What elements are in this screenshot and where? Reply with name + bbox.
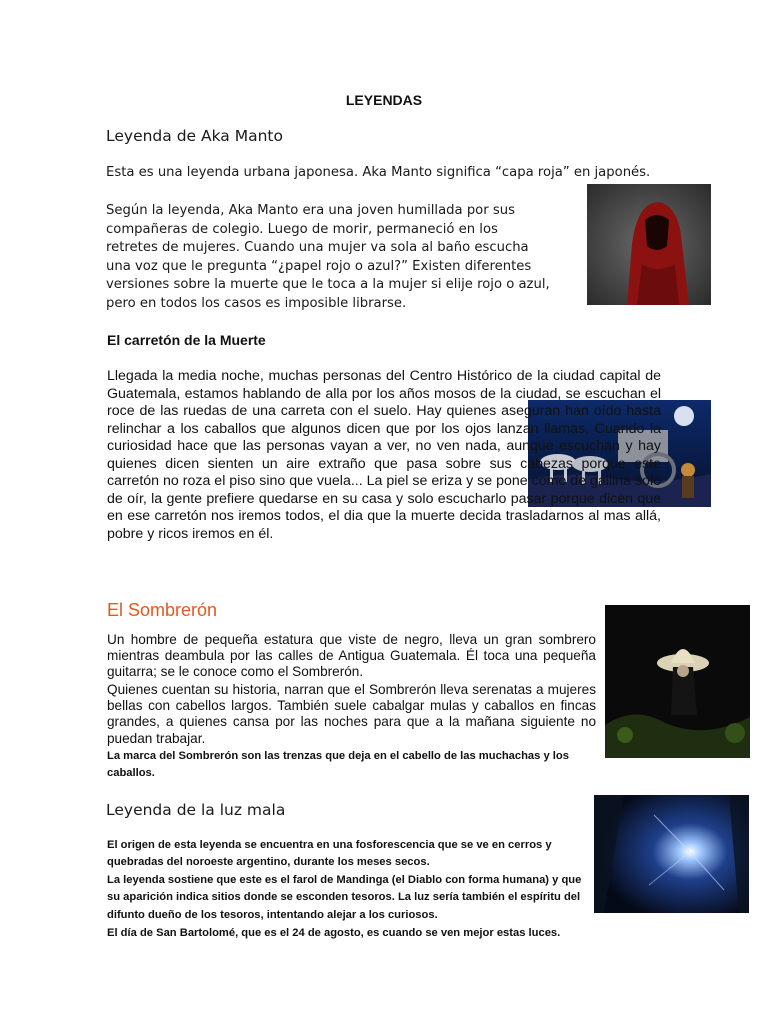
section-heading-carreton: El carretón de la Muerte xyxy=(107,332,266,348)
red-hooded-figure-photo xyxy=(587,184,711,305)
glowing-light-forest-photo xyxy=(594,795,749,913)
sombreron-night-photo xyxy=(605,605,750,758)
sombreron-paragraph-3: La marca del Sombrerón son las trenzas que deja en el cabello de las muchachas y los caballos. xyxy=(107,750,569,780)
aka-manto-paragraph-2: Según la leyenda, Aka Manto era una joven humillada por sus compañeras de colegio. Luego de morir, permaneció en los retretes de mujeres. Cuando una mujer va sola al baño escucha una voz que le pregunta “¿papel rojo o azul?” Existen diferentes versiones sobre la muerte que le toca a la mujer si elije rojo o azul, pero en todos los casos es imposible librarse. xyxy=(106,203,550,311)
sombreron-paragraph-2: Quienes cuentan su historia, narran que el Sombrerón lleva serenatas a mujeres bellas con cabellos largos. También suele cabalgar mulas y caballos en fincas grandes, a quienes cansa por las noches para que a la mañana siguiente no puedan trabajar. xyxy=(107,682,596,746)
aka-manto-paragraph-1: Esta es una leyenda urbana japonesa. Aka Manto significa “capa roja” en japonés. xyxy=(106,165,651,180)
section-heading-sombreron: El Sombrerón xyxy=(107,600,218,620)
document-title: LEYENDAS xyxy=(345,92,423,108)
luz-mala-paragraph-1: El origen de esta leyenda se encuentra en una fosforescencia que se ve en cerros y quebradas del noroeste argentino, durante los meses secos. xyxy=(107,839,552,869)
carreton-paragraph: Llegada la media noche, muchas personas del Centro Histórico de la ciudad capital de Guatemala, estamos hablando de alla por los años mosos de la ciudad, se escuchan el roce de las ruedas de una carreta con el suelo. Hay quienes aseguran han oído hasta relinchar a los caballos que algunos dicen que por los ojos lanzan llamas. Cuando la curiosidad hace que las personas vayan a ver, no ven nada, aunque escuchan y hay quienes dicen sienten un aire extraño que pasa sobre sus cabezas porque este carretón no roza el piso sino que vuela... La piel se eriza y se pone como de gallina solo de oír, la gente prefiere quedarse en su casa y solo escucharlo pasar porque dicen que en ese carretón nos iremos todos, el dia que la muerte decida trasladarnos al mas allá, pobre y ricos iremos en él. xyxy=(107,368,661,542)
sombreron-paragraph-1: Un hombre de pequeña estatura que viste de negro, lleva un gran sombrero mientras deambula por las calles de Antigua Guatemala. Él toca una pequeña guitarra; se le conoce como el Sombrerón. xyxy=(107,632,596,680)
luz-mala-paragraph-3: El día de San Bartolomé, que es el 24 de agosto, es cuando se ven mejor estas luces. xyxy=(107,927,561,939)
section-heading-aka-manto: Leyenda de Aka Manto xyxy=(106,127,283,145)
luz-mala-paragraph-2: La leyenda sostiene que este es el farol de Mandinga (el Diablo con forma humana) y que su aparición indica sitios donde se esconden tesoros. La luz sería también el espíritu del difunto dueño de los tesoros, intentando alejar a los curiosos. xyxy=(107,874,582,921)
section-heading-luz-mala: Leyenda de la luz mala xyxy=(106,801,286,819)
